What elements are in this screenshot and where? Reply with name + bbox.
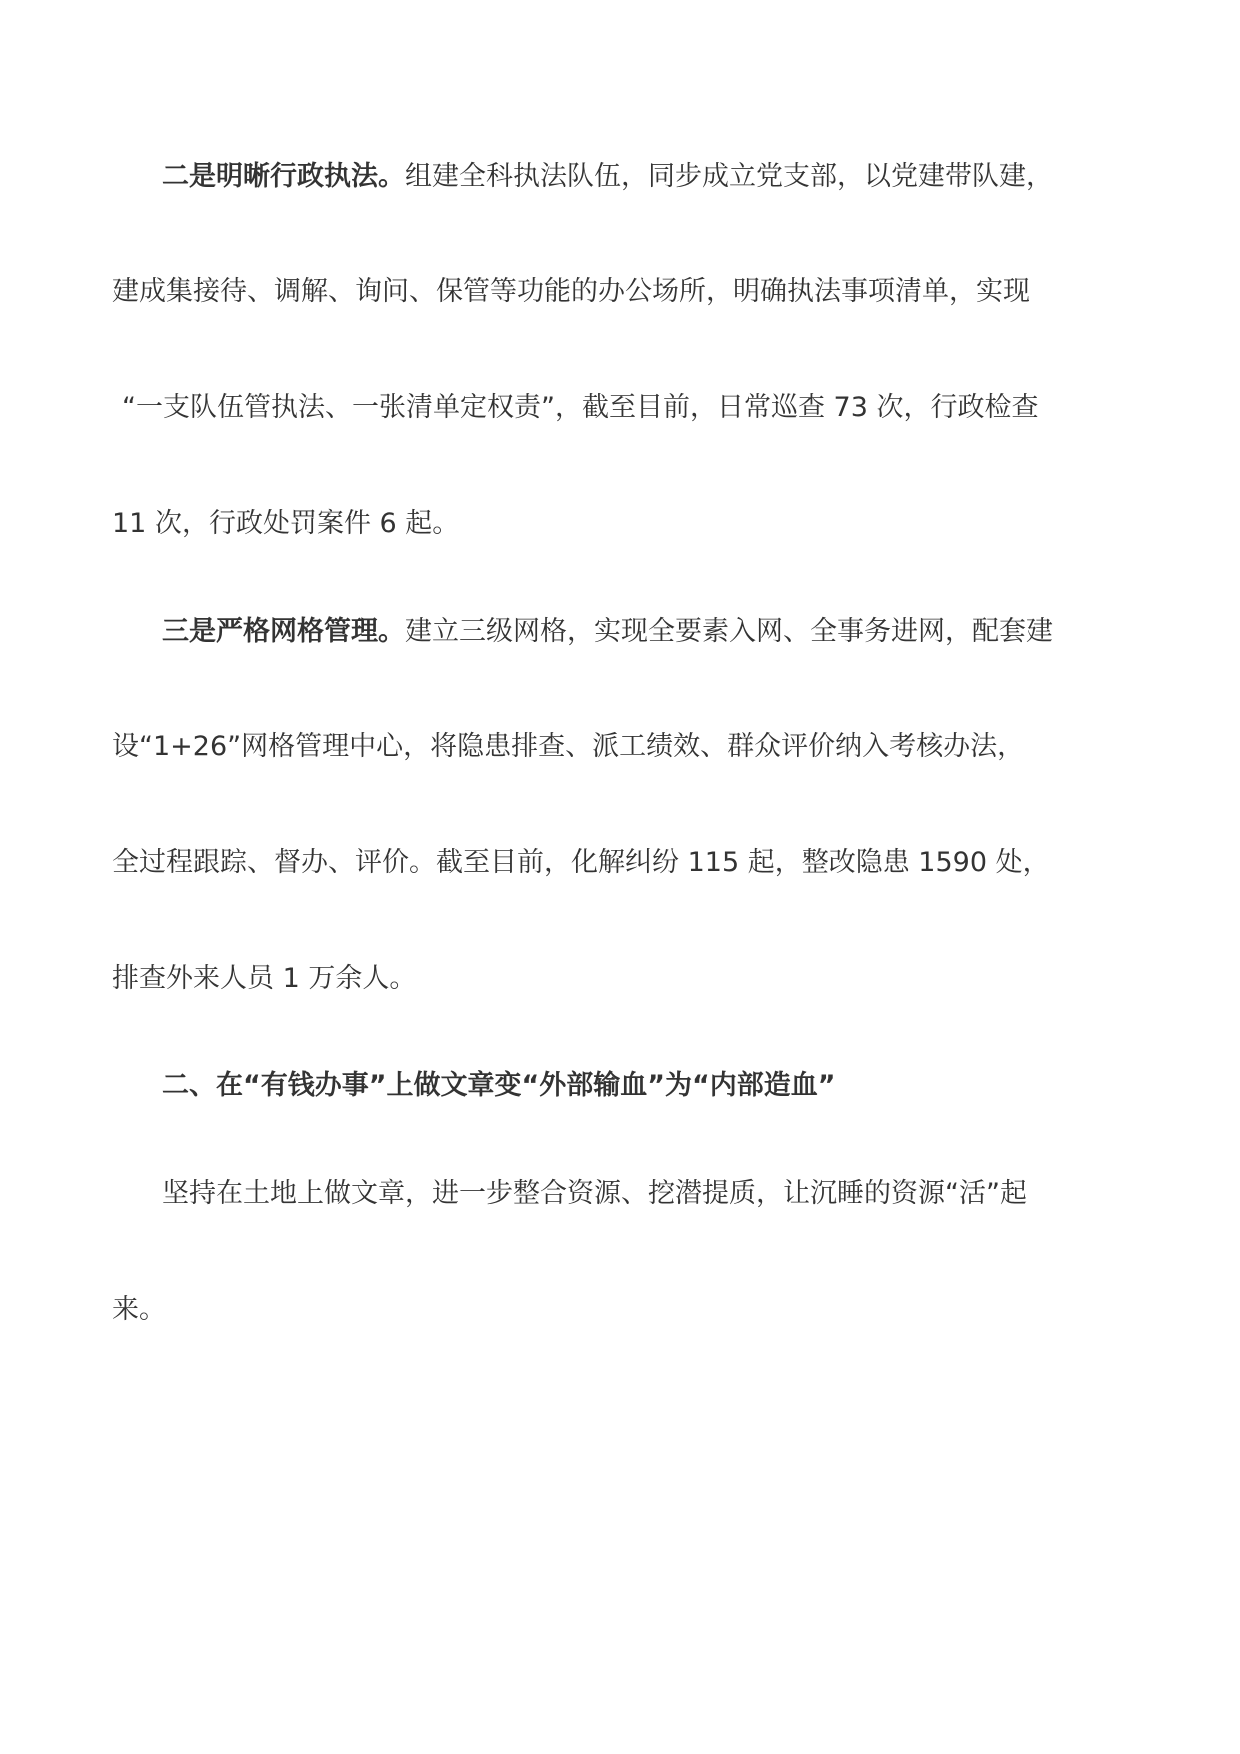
paragraph-2-line-1: [112, 612, 1182, 652]
paragraph-1-lead: 二是明晰行政执法。: [162, 161, 405, 192]
paragraph-1-line-4: 11 次，行政处罚案件 6 起。: [112, 508, 460, 539]
closing-line-1: 坚持在土地上做文章，进一步整合资源、挖潜提质，让沉睡的资源“活”起: [162, 1178, 1027, 1209]
paragraph-2-text: 建立三级网格，实现全要素入网、全事务进网，配套建: [405, 616, 1053, 647]
paragraph-2-line-3: 全过程跟踪、督办、评价。截至目前，化解纠纷 115 起，整改隐患 1590 处，: [112, 847, 1050, 878]
paragraph-2-line-4: 排查外来人员 1 万余人。: [112, 963, 417, 994]
paragraph-1-line-2: 建成集接待、调解、询问、保管等功能的办公场所，明确执法事项清单，实现: [112, 276, 1030, 307]
paragraph-1-line-1: [112, 157, 1182, 197]
closing-line-2: 来。: [112, 1294, 166, 1325]
paragraph-2-lead: 三是严格网格管理。: [162, 616, 405, 647]
section-heading: 二、在“有钱办事”上做文章变“外部输血”为“内部造血”: [162, 1070, 836, 1101]
paragraph-1-text: 组建全科执法队伍，同步成立党支部，以党建带队建，: [405, 161, 1053, 192]
paragraph-1-line-3: “一支队伍管执法、一张清单定权责”，截至目前，日常巡查 73 次，行政检查: [122, 392, 1039, 423]
paragraph-2-line-2: 设“1+26”网格管理中心，将隐患排查、派工绩效、群众评价纳入考核办法，: [112, 731, 1025, 762]
